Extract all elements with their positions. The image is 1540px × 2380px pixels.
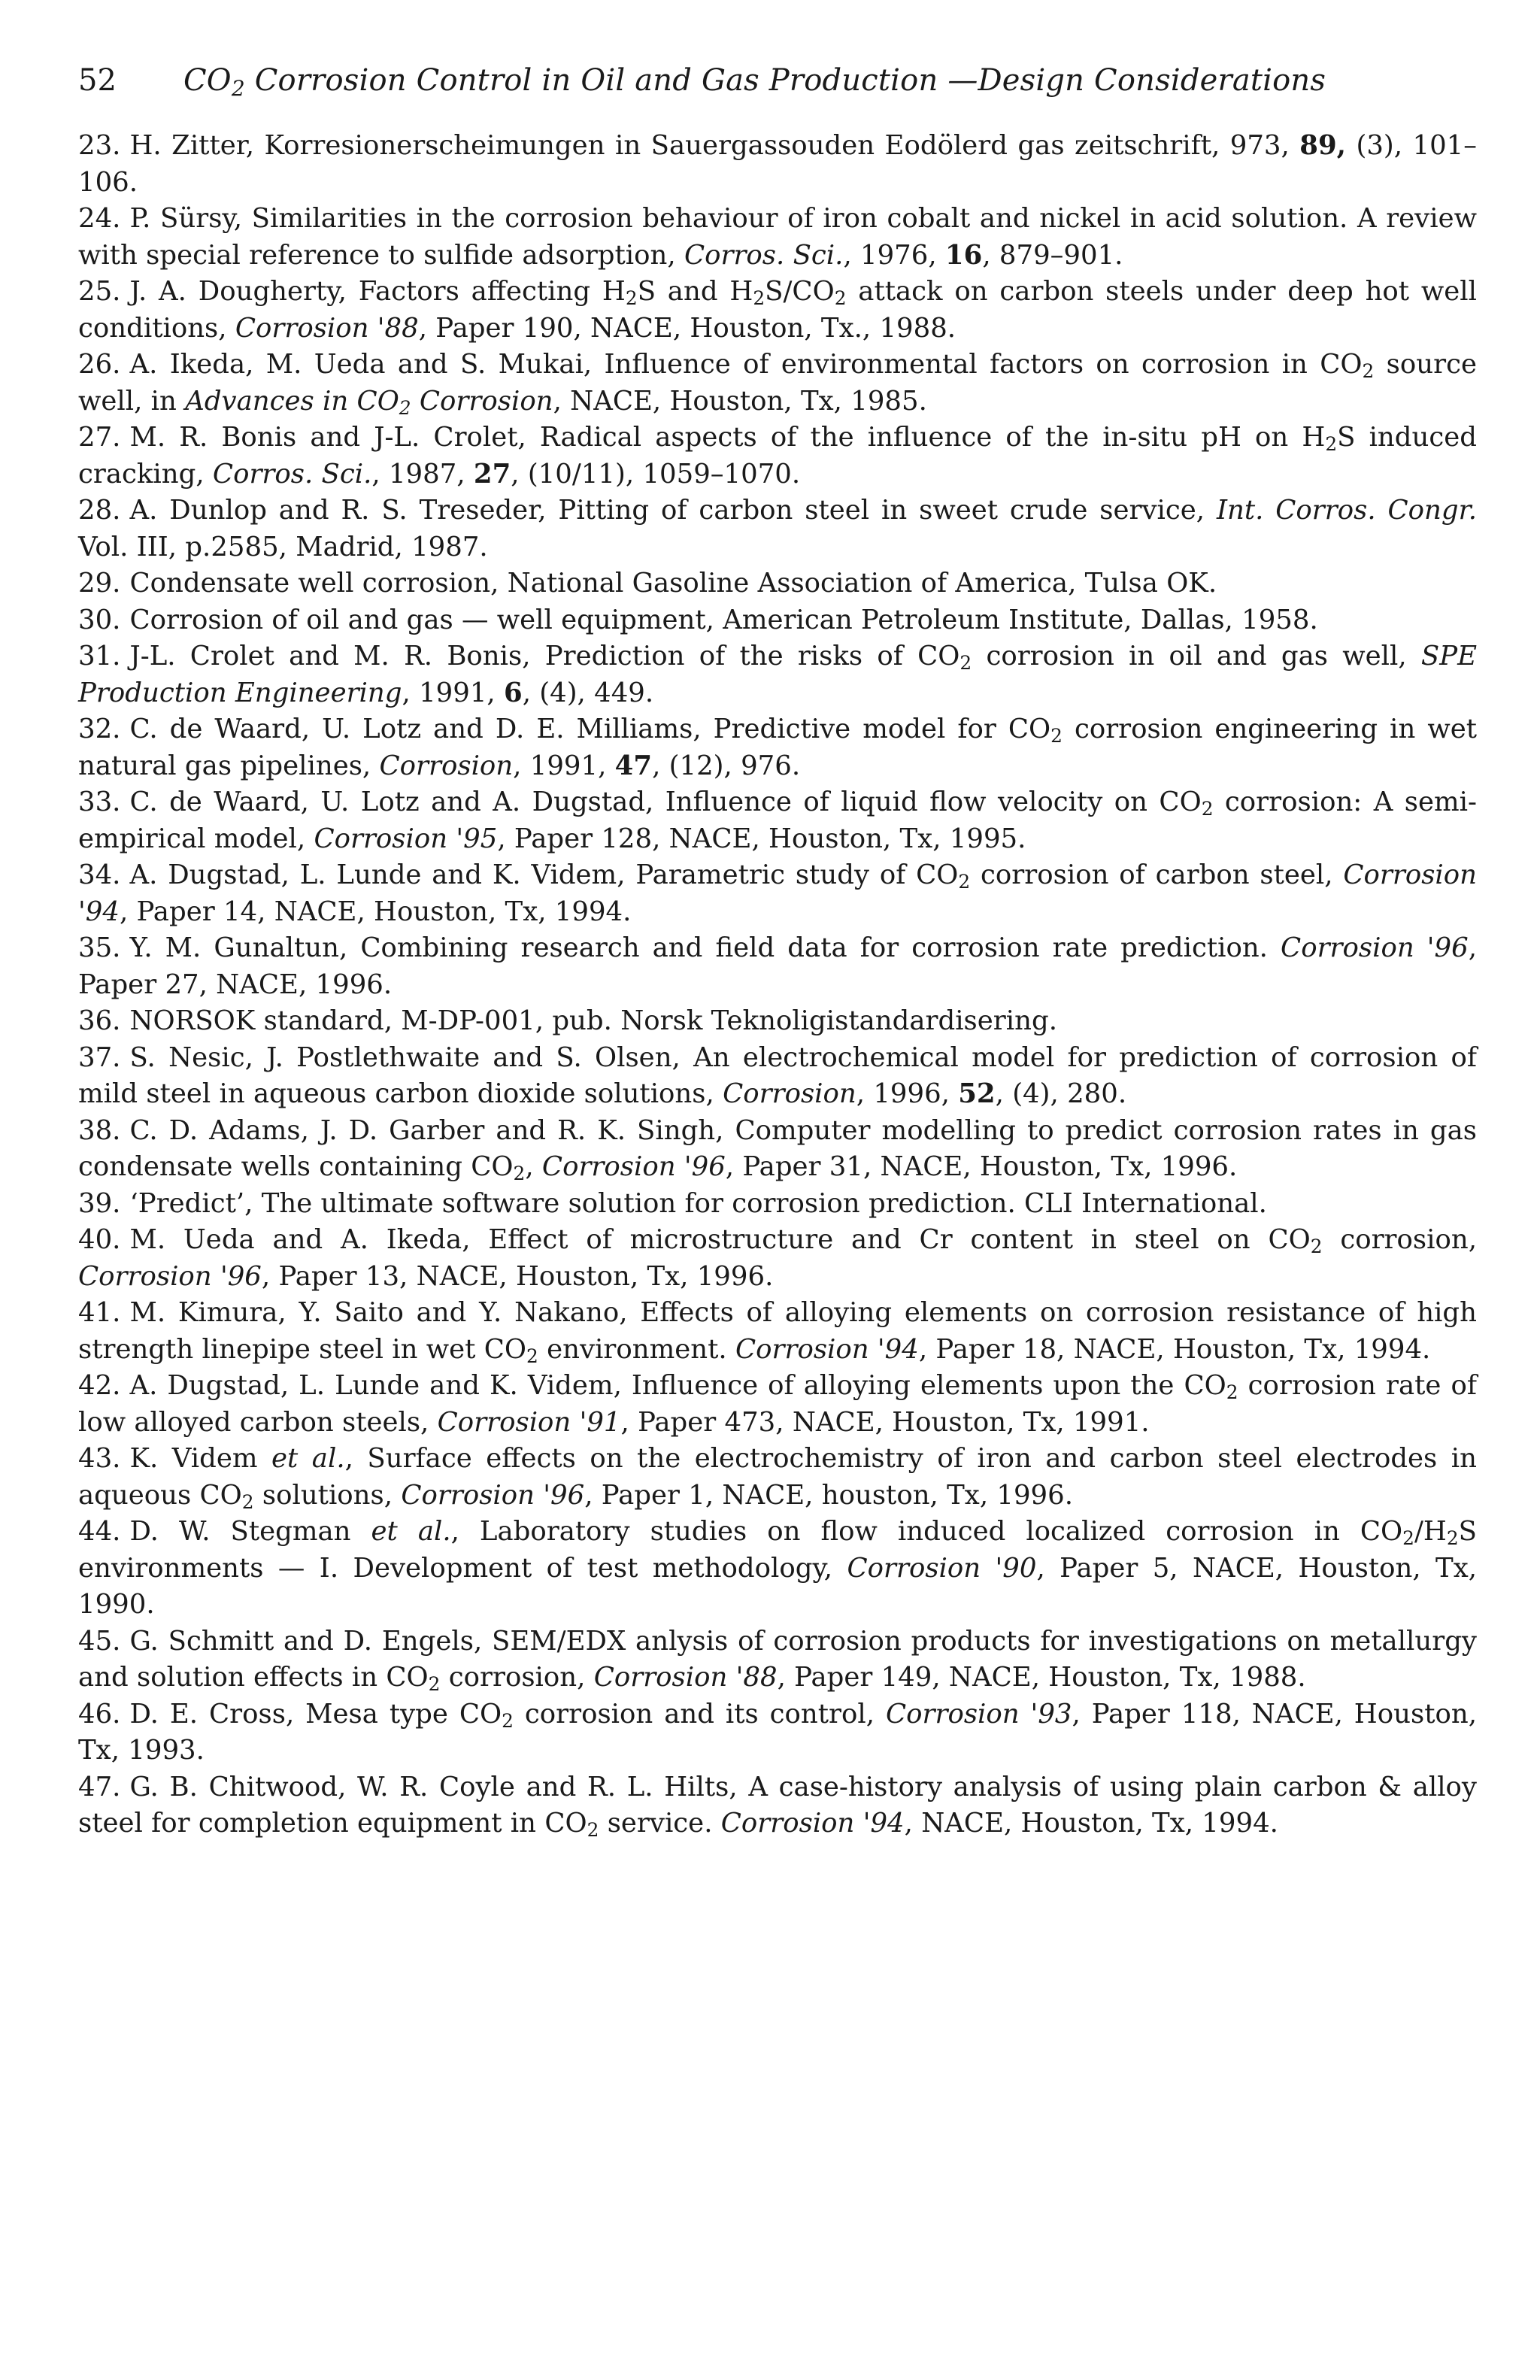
reference-text: , bbox=[525, 1151, 542, 1182]
reference-text: , Paper 13, NACE, Houston, Tx, 1996. bbox=[261, 1260, 774, 1292]
reference-text: A. Dugstad, L. Lunde and K. Videm, Parametric study of CO bbox=[129, 860, 959, 890]
reference-text: Corrosion '95 bbox=[314, 823, 498, 854]
reference-text: Corrosion '90 bbox=[847, 1552, 1037, 1584]
reference-item bbox=[78, 493, 1477, 565]
reference-text: Corrosion '96 bbox=[541, 1151, 726, 1182]
reference-item bbox=[78, 638, 1477, 711]
reference-text: 6 bbox=[503, 677, 523, 708]
reference-text: Corrosion '96 bbox=[401, 1479, 585, 1511]
reference-text: Corrosion '96 bbox=[78, 1260, 262, 1292]
reference-text: C. D. Adams, J. D. Garber and R. K. Singh, Computer modelling to predict corrosion rates in gas condensate wells containing CO bbox=[78, 1114, 1477, 1182]
reference-text: 2 bbox=[834, 287, 847, 310]
reference-text: 2 bbox=[1402, 1527, 1414, 1550]
reference-text: , (10/11), 1059–1070. bbox=[511, 458, 801, 490]
reference-text: P. Sürsy, Similarities in the corrosion behaviour of iron cobalt and nickel in acid solution. A review with special reference to sulfide adsorption, bbox=[78, 203, 1477, 271]
reference-text: , Paper 18, NACE, Houston, Tx, 1994. bbox=[918, 1333, 1431, 1365]
reference-text: , 1991, bbox=[402, 677, 504, 708]
reference-text: A. Dugstad, L. Lunde and K. Videm, Influence of alloying elements upon the CO bbox=[129, 1370, 1226, 1401]
reference-text: solutions, bbox=[253, 1479, 402, 1511]
reference-text: Vol. III, p.2585, Madrid, 1987. bbox=[78, 531, 488, 562]
reference-text: , Paper 473, NACE, Houston, Tx, 1991. bbox=[620, 1406, 1150, 1438]
reference-text: Condensate well corrosion, National Gasoline Association of America, Tulsa OK. bbox=[129, 568, 1217, 599]
reference-number: 47. bbox=[78, 1771, 121, 1802]
running-title-text: Corrosion Control in Oil and Gas Production —Design Considerations bbox=[244, 63, 1326, 98]
reference-text: 2 bbox=[1226, 1381, 1238, 1404]
reference-text: Advances in CO bbox=[185, 385, 399, 417]
reference-item bbox=[78, 711, 1477, 784]
reference-text: et al. bbox=[271, 1443, 345, 1474]
reference-text: , 1987, bbox=[371, 458, 474, 490]
reference-text: Corrosion of oil and gas — well equipment, American Petroleum Institute, Dallas, 1958. bbox=[129, 604, 1318, 635]
reference-text: M. R. Bonis and J-L. Crolet, Radical aspects of the influence of the in-situ pH on H bbox=[129, 422, 1326, 453]
reference-text: A. Ikeda, M. Ueda and S. Mukai, Influence of environmental factors on corrosion in CO bbox=[129, 349, 1363, 380]
reference-text: corrosion and its control, bbox=[513, 1698, 886, 1730]
reference-number: 43. bbox=[78, 1443, 121, 1474]
reference-number: 40. bbox=[78, 1224, 121, 1255]
reference-number: 26. bbox=[78, 349, 121, 380]
reference-number: 30. bbox=[78, 604, 121, 635]
reference-item bbox=[78, 420, 1477, 493]
reference-item bbox=[78, 1113, 1477, 1186]
reference-text: , (4), 449. bbox=[522, 677, 654, 708]
reference-text: , Paper 128, NACE, Houston, Tx, 1995. bbox=[497, 823, 1026, 854]
reference-text: D. W. Stegman bbox=[129, 1516, 371, 1547]
reference-text: 16 bbox=[944, 239, 983, 271]
reference-text: H. Zitter, Korresionerscheimungen in Sauergassouden Eodölerd gas zeitschrift, 973, bbox=[129, 130, 1300, 161]
reference-text: environment. bbox=[538, 1333, 735, 1365]
reference-text: 2 bbox=[959, 652, 972, 675]
reference-text: , NACE, Houston, Tx, 1994. bbox=[904, 1808, 1278, 1839]
reference-text: , Surface effects on the electrochemistry of iron and carbon steel electrodes in aqueous CO bbox=[78, 1443, 1477, 1511]
reference-item bbox=[78, 1295, 1477, 1368]
reference-text: , 879–901. bbox=[982, 239, 1123, 271]
reference-text: , Paper 149, NACE, Houston, Tx, 1988. bbox=[777, 1662, 1306, 1693]
reference-text: 2 bbox=[399, 396, 411, 419]
reference-text: , Paper 14, NACE, Houston, Tx, 1994. bbox=[119, 896, 632, 927]
reference-text: M. Ueda and A. Ikeda, Effect of microstructure and Cr content in steel on CO bbox=[129, 1224, 1311, 1255]
reference-number: 25. bbox=[78, 276, 121, 307]
running-title-subscript: 2 bbox=[231, 76, 245, 101]
reference-text: 27 bbox=[473, 458, 511, 490]
reference-text: Corrosion bbox=[379, 750, 514, 781]
reference-text: corrosion, bbox=[440, 1662, 594, 1693]
reference-text: Y. M. Gunaltun, Combining research and field data for corrosion rate prediction. bbox=[129, 932, 1281, 963]
reference-item bbox=[78, 1186, 1477, 1223]
reference-text: 2 bbox=[1446, 1527, 1459, 1550]
reference-number: 44. bbox=[78, 1516, 121, 1547]
reference-text: , Paper 5, NACE, Houston, Tx, 1990. bbox=[78, 1552, 1477, 1620]
reference-item bbox=[78, 1696, 1477, 1769]
reference-number: 42. bbox=[78, 1370, 121, 1401]
reference-text: Corrosion bbox=[723, 1078, 856, 1109]
reference-item bbox=[78, 1040, 1477, 1113]
reference-text: , 1991, bbox=[513, 750, 615, 781]
reference-text: et al. bbox=[371, 1516, 451, 1547]
reference-text: J. A. Dougherty, Factors affecting H bbox=[129, 276, 626, 307]
reference-item bbox=[78, 565, 1477, 602]
reference-text: Corrosion '94 bbox=[720, 1808, 905, 1839]
reference-text: Corros. Sci. bbox=[212, 458, 372, 490]
reference-text: S/CO bbox=[765, 276, 835, 307]
reference-text: , Paper 118, NACE, Houston, Tx, 1993. bbox=[78, 1698, 1477, 1766]
reference-text: Corrosion '96 bbox=[1281, 932, 1469, 963]
reference-item bbox=[78, 128, 1477, 201]
reference-text: 2 bbox=[428, 1673, 441, 1696]
reference-item bbox=[78, 602, 1477, 639]
reference-text: 2 bbox=[502, 1709, 514, 1732]
reference-item bbox=[78, 930, 1477, 1003]
reference-item bbox=[78, 347, 1477, 420]
reference-text: , Paper 190, NACE, Houston, Tx., 1988. bbox=[418, 312, 956, 344]
reference-text: ‘Predict’, The ultimate software solution for corrosion prediction. CLI International. bbox=[129, 1187, 1267, 1219]
reference-text: Corrosion '94 bbox=[78, 860, 1477, 927]
running-title-co: CO bbox=[183, 63, 232, 98]
reference-text: 52 bbox=[958, 1078, 996, 1109]
reference-number: 29. bbox=[78, 568, 121, 599]
reference-text: 2 bbox=[1201, 798, 1214, 820]
reference-text: M. Kimura, Y. Saito and Y. Nakano, Effects of alloying elements on corrosion resistance of high strength linepipe steel in wet CO bbox=[78, 1297, 1477, 1365]
reference-text: , (12), 976. bbox=[652, 750, 801, 781]
reference-text: Corrosion '91 bbox=[437, 1406, 621, 1438]
reference-text: 2 bbox=[1050, 725, 1063, 747]
reference-text: Corrosion '88 bbox=[593, 1662, 778, 1693]
reference-item bbox=[78, 274, 1477, 347]
reference-text: 2 bbox=[241, 1490, 254, 1513]
reference-text: S. Nesic, J. Postlethwaite and S. Olsen, An electrochemical model for prediction of corrosion of mild steel in aqueous carbon dioxide solutions, bbox=[78, 1041, 1477, 1109]
reference-number: 34. bbox=[78, 860, 121, 890]
reference-text: C. de Waard, U. Lotz and D. E. Milliams, Predictive model for CO bbox=[129, 714, 1051, 744]
reference-text: 2 bbox=[625, 287, 638, 310]
reference-number: 23. bbox=[78, 130, 121, 161]
reference-number: 41. bbox=[78, 1297, 121, 1328]
reference-text: service. bbox=[599, 1808, 721, 1839]
reference-text: , 1996, bbox=[856, 1078, 959, 1109]
reference-text: 2 bbox=[753, 287, 765, 310]
reference-text: , Paper 1, NACE, houston, Tx, 1996. bbox=[584, 1479, 1074, 1511]
reference-text: D. E. Cross, Mesa type CO bbox=[129, 1698, 502, 1730]
reference-text: J-L. Crolet and M. R. Bonis, Prediction of the risks of CO bbox=[129, 641, 960, 672]
running-title bbox=[183, 63, 1326, 101]
reference-text: attack on carbon steels under deep hot well conditions, bbox=[78, 276, 1477, 344]
reference-text: (3), 101–106. bbox=[78, 130, 1477, 198]
reference-number: 33. bbox=[78, 787, 121, 817]
reference-text: G. Schmitt and D. Engels, SEM/EDX anlysis of corrosion products for investigations on metallurgy and solution effects in CO bbox=[78, 1625, 1477, 1693]
reference-text: corrosion: A semi-empirical model, bbox=[78, 787, 1477, 854]
reference-text: S induced cracking, bbox=[78, 422, 1477, 490]
reference-text: , Laboratory studies on flow induced localized corrosion in CO bbox=[450, 1516, 1403, 1547]
page-number: 52 bbox=[78, 63, 117, 98]
reference-number: 32. bbox=[78, 714, 121, 744]
reference-number: 31. bbox=[78, 641, 121, 672]
reference-text: 2 bbox=[587, 1819, 599, 1842]
reference-text: NORSOK standard, M-DP-001, pub. Norsk Teknoligistandardisering. bbox=[129, 1005, 1057, 1036]
reference-text: 2 bbox=[1310, 1235, 1323, 1258]
reference-text: Corrosion '88 bbox=[235, 312, 419, 344]
reference-text: corrosion of carbon steel, bbox=[970, 860, 1344, 890]
reference-text: /H bbox=[1414, 1516, 1447, 1547]
reference-text: Corrosion '93 bbox=[885, 1698, 1072, 1730]
reference-text: Int. Corros. Congr. bbox=[1216, 495, 1477, 526]
reference-item bbox=[78, 1769, 1477, 1842]
reference-text: 2 bbox=[1325, 433, 1338, 456]
reference-text: 47 bbox=[614, 750, 653, 781]
reference-text: 2 bbox=[513, 1163, 526, 1185]
reference-item bbox=[78, 1003, 1477, 1040]
page-header bbox=[78, 63, 1477, 116]
reference-text: C. de Waard, U. Lotz and A. Dugstad, Influence of liquid flow velocity on CO bbox=[129, 787, 1202, 817]
reference-item bbox=[78, 784, 1477, 857]
reference-item bbox=[78, 1368, 1477, 1441]
reference-text: , Paper 27, NACE, 1996. bbox=[78, 932, 1478, 1000]
reference-number: 35. bbox=[78, 932, 121, 963]
reference-text: 2 bbox=[958, 871, 971, 893]
reference-text: corrosion rate of low alloyed carbon steels, bbox=[78, 1370, 1477, 1438]
reference-text: S environments — I. Development of test methodology, bbox=[78, 1516, 1477, 1584]
reference-text: Corrosion bbox=[411, 385, 553, 417]
reference-item bbox=[78, 201, 1477, 274]
reference-number: 24. bbox=[78, 203, 121, 234]
reference-number: 39. bbox=[78, 1187, 121, 1219]
reference-text: corrosion engineering in wet natural gas pipelines, bbox=[78, 714, 1477, 781]
reference-text: , (4), 280. bbox=[995, 1078, 1127, 1109]
reference-text: Corros. Sci. bbox=[684, 239, 844, 271]
reference-list bbox=[78, 128, 1477, 1842]
book-page bbox=[78, 63, 1477, 1842]
reference-text: 2 bbox=[526, 1345, 538, 1367]
reference-text: G. B. Chitwood, W. R. Coyle and R. L. Hilts, A case-history analysis of using plain carbon & alloy steel for completion equipment in CO bbox=[78, 1771, 1477, 1839]
reference-item bbox=[78, 1222, 1477, 1295]
reference-number: 28. bbox=[78, 495, 121, 526]
reference-text: corrosion in oil and gas well, bbox=[972, 641, 1421, 672]
reference-text: , 1976, bbox=[843, 239, 945, 271]
reference-text: K. Videm bbox=[129, 1443, 272, 1474]
reference-text: corrosion, bbox=[1322, 1224, 1477, 1255]
reference-text: source well, in bbox=[78, 349, 1477, 417]
reference-item bbox=[78, 1441, 1477, 1514]
reference-item bbox=[78, 857, 1477, 930]
reference-text: , NACE, Houston, Tx, 1985. bbox=[553, 385, 927, 417]
reference-text: , Paper 31, NACE, Houston, Tx, 1996. bbox=[725, 1151, 1238, 1182]
reference-text: Corrosion '94 bbox=[735, 1333, 919, 1365]
reference-text: A. Dunlop and R. S. Treseder, Pitting of carbon steel in sweet crude service, bbox=[129, 495, 1217, 526]
reference-number: 38. bbox=[78, 1114, 121, 1146]
reference-item bbox=[78, 1514, 1477, 1624]
reference-text: SPE Production Engineering bbox=[78, 641, 1477, 708]
reference-number: 45. bbox=[78, 1625, 121, 1657]
reference-text: 2 bbox=[1362, 360, 1375, 383]
reference-number: 27. bbox=[78, 422, 121, 453]
reference-number: 37. bbox=[78, 1041, 121, 1073]
reference-item bbox=[78, 1624, 1477, 1696]
reference-text: 89, bbox=[1299, 130, 1347, 161]
reference-number: 46. bbox=[78, 1698, 121, 1730]
reference-number: 36. bbox=[78, 1005, 121, 1036]
reference-text: S and H bbox=[637, 276, 753, 307]
